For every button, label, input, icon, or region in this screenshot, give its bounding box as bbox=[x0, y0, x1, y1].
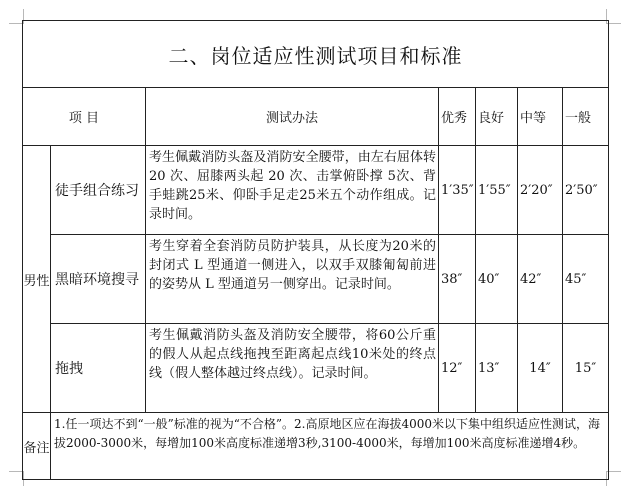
score-pass: 45″ bbox=[563, 235, 609, 324]
score-pass: 15″ bbox=[563, 324, 609, 413]
item-name: 徒手组合练习 bbox=[51, 146, 146, 235]
score-excellent: 38″ bbox=[439, 235, 476, 324]
header-level-good: 良好 bbox=[476, 88, 518, 146]
item-name: 拖拽 bbox=[51, 324, 146, 413]
table-title: 二、岗位适应性测试项目和标准 bbox=[23, 21, 609, 88]
item-method: 考生佩戴消防头盔及消防安全腰带，将60公斤重的假人从起点线拖拽至距离起点线10米处的终点线（假人整体越过终点线）。记录时间。 bbox=[146, 324, 439, 413]
standards-table bbox=[22, 20, 609, 480]
header-project: 项 目 bbox=[23, 88, 146, 146]
score-excellent: 1′35″ bbox=[439, 146, 476, 235]
header-level-pass: 一般 bbox=[563, 88, 609, 146]
score-good: 13″ bbox=[476, 324, 518, 413]
table-row bbox=[23, 324, 609, 413]
item-method: 考生佩戴消防头盔及消防安全腰带，由左右屈体转 20 次、屈膝两头起 20 次、击掌俯卧撑 5次、背手蛙跳25米、仰卧手足走25米五个动作组成。记录时间。 bbox=[146, 146, 439, 235]
note-text: 1.任一项达不到“一般”标准的视为“不合格”。2.高原地区应在海拔4000米以下集中组织适应性测试，海拔2000-3000米，每增加100米高度标准递增3秒,3100-4000米，每增加100米高度标准递增4秒。 bbox=[51, 413, 609, 480]
note-label: 备注 bbox=[23, 413, 51, 480]
score-medium: 14″ bbox=[518, 324, 563, 413]
gender-cell: 男性 bbox=[23, 146, 51, 413]
score-medium: 42″ bbox=[518, 235, 563, 324]
header-level-medium: 中等 bbox=[518, 88, 563, 146]
score-excellent: 12″ bbox=[439, 324, 476, 413]
table-row bbox=[23, 235, 609, 324]
note-row bbox=[23, 413, 609, 480]
score-pass: 2′50″ bbox=[563, 146, 609, 235]
score-medium: 2′20″ bbox=[518, 146, 563, 235]
header-level-excellent: 优秀 bbox=[439, 88, 476, 146]
item-name: 黑暗环境搜寻 bbox=[51, 235, 146, 324]
header-method: 测试办法 bbox=[146, 88, 439, 146]
table-row bbox=[23, 146, 609, 235]
score-good: 40″ bbox=[476, 235, 518, 324]
score-good: 1′55″ bbox=[476, 146, 518, 235]
item-method: 考生穿着全套消防员防护装具，从长度为20米的封闭式 L 型通道一侧进入，以双手双膝匍匐前进的姿势从 L 型通道另一侧穿出。记录时间。 bbox=[146, 235, 439, 324]
header-row bbox=[23, 88, 609, 146]
